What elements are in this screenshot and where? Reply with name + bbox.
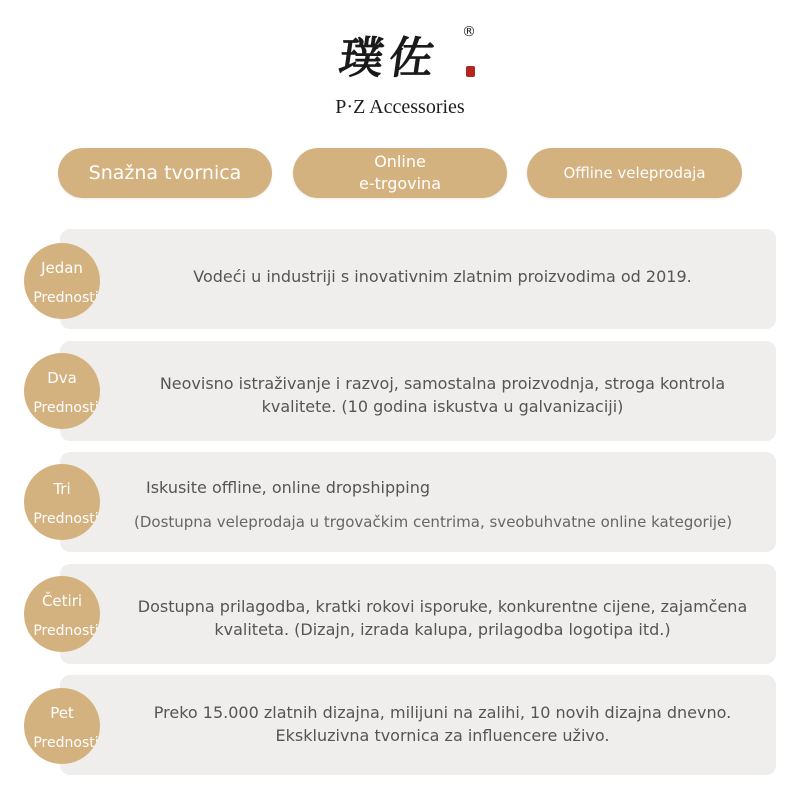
advantage-badge bbox=[24, 576, 100, 652]
advantage-badge bbox=[24, 353, 100, 429]
badge-number: Dva bbox=[47, 369, 77, 387]
brand-logo-cjk: 璞佐 bbox=[335, 33, 443, 84]
tab-strong-factory[interactable] bbox=[58, 148, 272, 198]
advantage-badge bbox=[24, 243, 100, 319]
badge-subtitle: Prednosti bbox=[33, 290, 99, 306]
advantage-text: Vodeći u industriji s inovativnim zlatnim proizvodima od 2019. bbox=[193, 267, 692, 286]
tab-offline-wholesale[interactable] bbox=[527, 148, 742, 198]
advantage-text-primary: Iskusite offline, online dropshipping bbox=[146, 478, 431, 497]
registered-mark: ® bbox=[462, 24, 476, 40]
badge-number: Četiri bbox=[41, 592, 83, 610]
advantage-row bbox=[0, 452, 800, 552]
badge-subtitle: Prednosti bbox=[33, 735, 99, 751]
tab-label-line2: e-trgovina bbox=[359, 174, 441, 193]
advantage-row bbox=[0, 564, 800, 664]
advantage-card bbox=[60, 452, 776, 552]
badge-number: Jedan bbox=[41, 259, 83, 277]
category-tabs bbox=[0, 148, 800, 200]
badge-number: Tri bbox=[53, 480, 71, 498]
tab-online-ecommerce[interactable] bbox=[293, 148, 507, 198]
brand-name: P·Z Accessories bbox=[335, 96, 465, 118]
tab-label-line1: Online bbox=[374, 152, 426, 171]
advantage-text-secondary: (Dostupna veleprodaja u trgovačkim centrima, sveobuhvatne online kategorije) bbox=[134, 513, 733, 531]
advantage-text: Neovisno istraživanje i razvoj, samostalna proizvodnja, stroga kontrola kvalitete. (10 godina iskustva u galvanizaciji) bbox=[159, 374, 726, 416]
badge-number: Pet bbox=[50, 704, 74, 722]
tab-label bbox=[359, 151, 441, 195]
badge-subtitle: Prednosti bbox=[33, 511, 99, 527]
advantage-row bbox=[0, 675, 800, 775]
brand-header bbox=[0, 0, 800, 130]
tab-label: Snažna tvornica bbox=[88, 162, 242, 184]
badge-subtitle: Prednosti bbox=[33, 623, 99, 639]
seal-icon bbox=[466, 66, 475, 77]
advantage-row bbox=[0, 229, 800, 329]
badge-subtitle: Prednosti bbox=[33, 400, 99, 416]
tab-label: Offline veleprodaja bbox=[563, 164, 706, 182]
advantage-text: Dostupna prilagodba, kratki rokovi isporuke, konkurentne cijene, zajamčena kvaliteta. (Dizajn, izrada kalupa, prilagodba logotipa itd.) bbox=[137, 597, 748, 639]
advantage-text: Preko 15.000 zlatnih dizajna, milijuni na zalihi, 10 novih dizajna dnevno. Ekskluzivna tvornica za influencere uživo. bbox=[153, 703, 732, 745]
advantage-badge bbox=[24, 688, 100, 764]
advantage-badge bbox=[24, 464, 100, 540]
advantage-row bbox=[0, 341, 800, 441]
